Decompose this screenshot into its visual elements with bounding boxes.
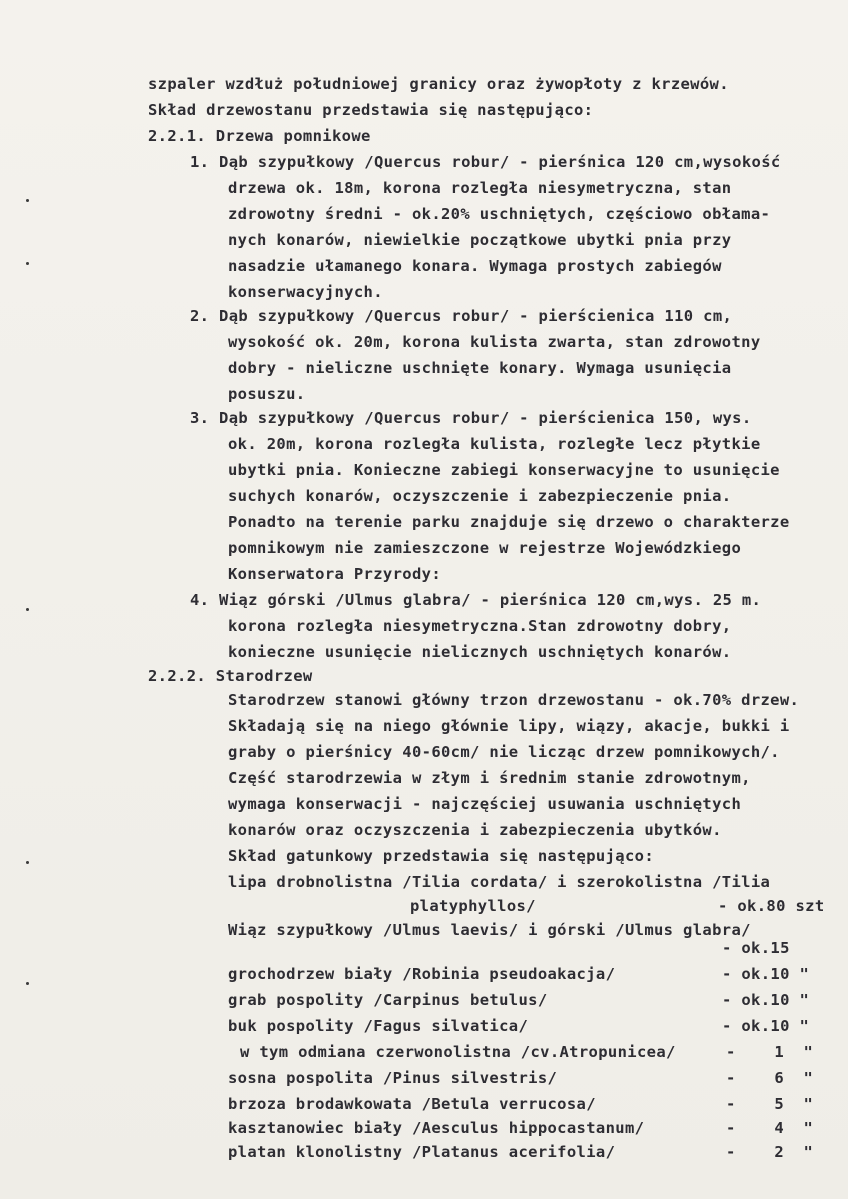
para-line: graby o pierśnicy 40-60cm/ nie licząc drzew pomnikowych/. — [228, 743, 780, 761]
item-line: Ponadto na terenie parku znajduje się drzewo o charakterze — [228, 513, 790, 531]
item-line: 4. Wiąz górski /Ulmus glabra/ - pierśnica 120 cm,wys. 25 m. — [190, 591, 762, 609]
item-line: zdrowotny średni - ok.20% uschniętych, częściowo obłama- — [228, 205, 771, 223]
species-count: - 1 " — [726, 1043, 814, 1061]
species-name: brzoza brodawkowata /Betula verrucosa/ — [228, 1095, 596, 1113]
section-heading: 2.2.1. Drzewa pomnikowe — [148, 127, 371, 145]
para-line: Składają się na niego głównie lipy, wiązy, akacje, bukki i — [228, 717, 790, 735]
species-count: - ok.10 " — [722, 965, 810, 983]
intro-line: Skład drzewostanu przedstawia się następująco: — [148, 101, 594, 119]
margin-mark — [26, 608, 29, 611]
item-line: 3. Dąb szypułkowy /Quercus robur/ - pierścienica 150, wys. — [190, 409, 752, 427]
para-line: Część starodrzewia w złym i średnim stanie zdrowotnym, — [228, 769, 751, 787]
species-count: - 5 " — [726, 1095, 814, 1113]
margin-mark — [26, 262, 29, 265]
species-name: platan klonolistny /Platanus acerifolia/ — [228, 1143, 616, 1161]
species-name: lipa drobnolistna /Tilia cordata/ i szerokolistna /Tilia — [228, 873, 771, 891]
species-count: - ok.10 " — [722, 991, 810, 1009]
item-line: pomnikowym nie zamieszczone w rejestrze Wojewódzkiego — [228, 539, 742, 557]
species-count: - 2 " — [726, 1143, 814, 1161]
item-line: wysokość ok. 20m, korona kulista zwarta, stan zdrowotny — [228, 333, 761, 351]
para-line: wymaga konserwacji - najczęściej usuwania uschniętych — [228, 795, 742, 813]
intro-line: szpaler wzdłuż południowej granicy oraz żywopłoty z krzewów. — [148, 75, 729, 93]
margin-mark — [26, 982, 29, 985]
margin-mark — [26, 861, 29, 864]
item-line: 1. Dąb szypułkowy /Quercus robur/ - pierśnica 120 cm,wysokość — [190, 153, 781, 171]
species-count: - ok.80 szt — [718, 897, 825, 915]
species-count: - 6 " — [726, 1069, 814, 1087]
para-line: konarów oraz oczyszczenia i zabezpieczenia ubytków. — [228, 821, 722, 839]
item-line: posuszu. — [228, 385, 306, 403]
item-line: drzewa ok. 18m, korona rozległa niesymetryczna, stan — [228, 179, 732, 197]
para-line: Skład gatunkowy przedstawia się następująco: — [228, 847, 654, 865]
item-line: dobry - nieliczne uschnięte konary. Wymaga usunięcia — [228, 359, 732, 377]
species-name: Wiąz szypułkowy /Ulmus laevis/ i górski /Ulmus glabra/ — [228, 921, 751, 939]
margin-mark — [26, 199, 29, 202]
species-name: w tym odmiana czerwonolistna /cv.Atropunicea/ — [240, 1043, 676, 1061]
item-line: konserwacyjnych. — [228, 283, 383, 301]
item-line: Konserwatora Przyrody: — [228, 565, 441, 583]
species-count: - ok.15 — [722, 939, 790, 957]
species-name: grochodrzew biały /Robinia pseudoakacja/ — [228, 965, 616, 983]
item-line: 2. Dąb szypułkowy /Quercus robur/ - pierścienica 110 cm, — [190, 307, 733, 325]
species-name: platyphyllos/ — [410, 897, 536, 915]
item-line: nasadzie ułamanego konara. Wymaga prostych zabiegów — [228, 257, 722, 275]
section-heading: 2.2.2. Starodrzew — [148, 667, 313, 685]
species-count: - ok.10 " — [722, 1017, 810, 1035]
species-name: buk pospolity /Fagus silvatica/ — [228, 1017, 529, 1035]
species-name: kasztanowiec biały /Aesculus hippocastanum/ — [228, 1119, 645, 1137]
item-line: nych konarów, niewielkie początkowe ubytki pnia przy — [228, 231, 732, 249]
item-line: konieczne usunięcie nielicznych uschniętych konarów. — [228, 643, 732, 661]
item-line: korona rozległa niesymetryczna.Stan zdrowotny dobry, — [228, 617, 732, 635]
item-line: ubytki pnia. Konieczne zabiegi konserwacyjne to usunięcie — [228, 461, 780, 479]
species-count: - 4 " — [726, 1119, 814, 1137]
item-line: suchych konarów, oczyszczenie i zabezpieczenie pnia. — [228, 487, 732, 505]
species-name: grab pospolity /Carpinus betulus/ — [228, 991, 548, 1009]
para-line: Starodrzew stanowi główny trzon drzewostanu - ok.70% drzew. — [228, 691, 800, 709]
species-name: sosna pospolita /Pinus silvestris/ — [228, 1069, 558, 1087]
item-line: ok. 20m, korona rozległa kulista, rozległe lecz płytkie — [228, 435, 761, 453]
